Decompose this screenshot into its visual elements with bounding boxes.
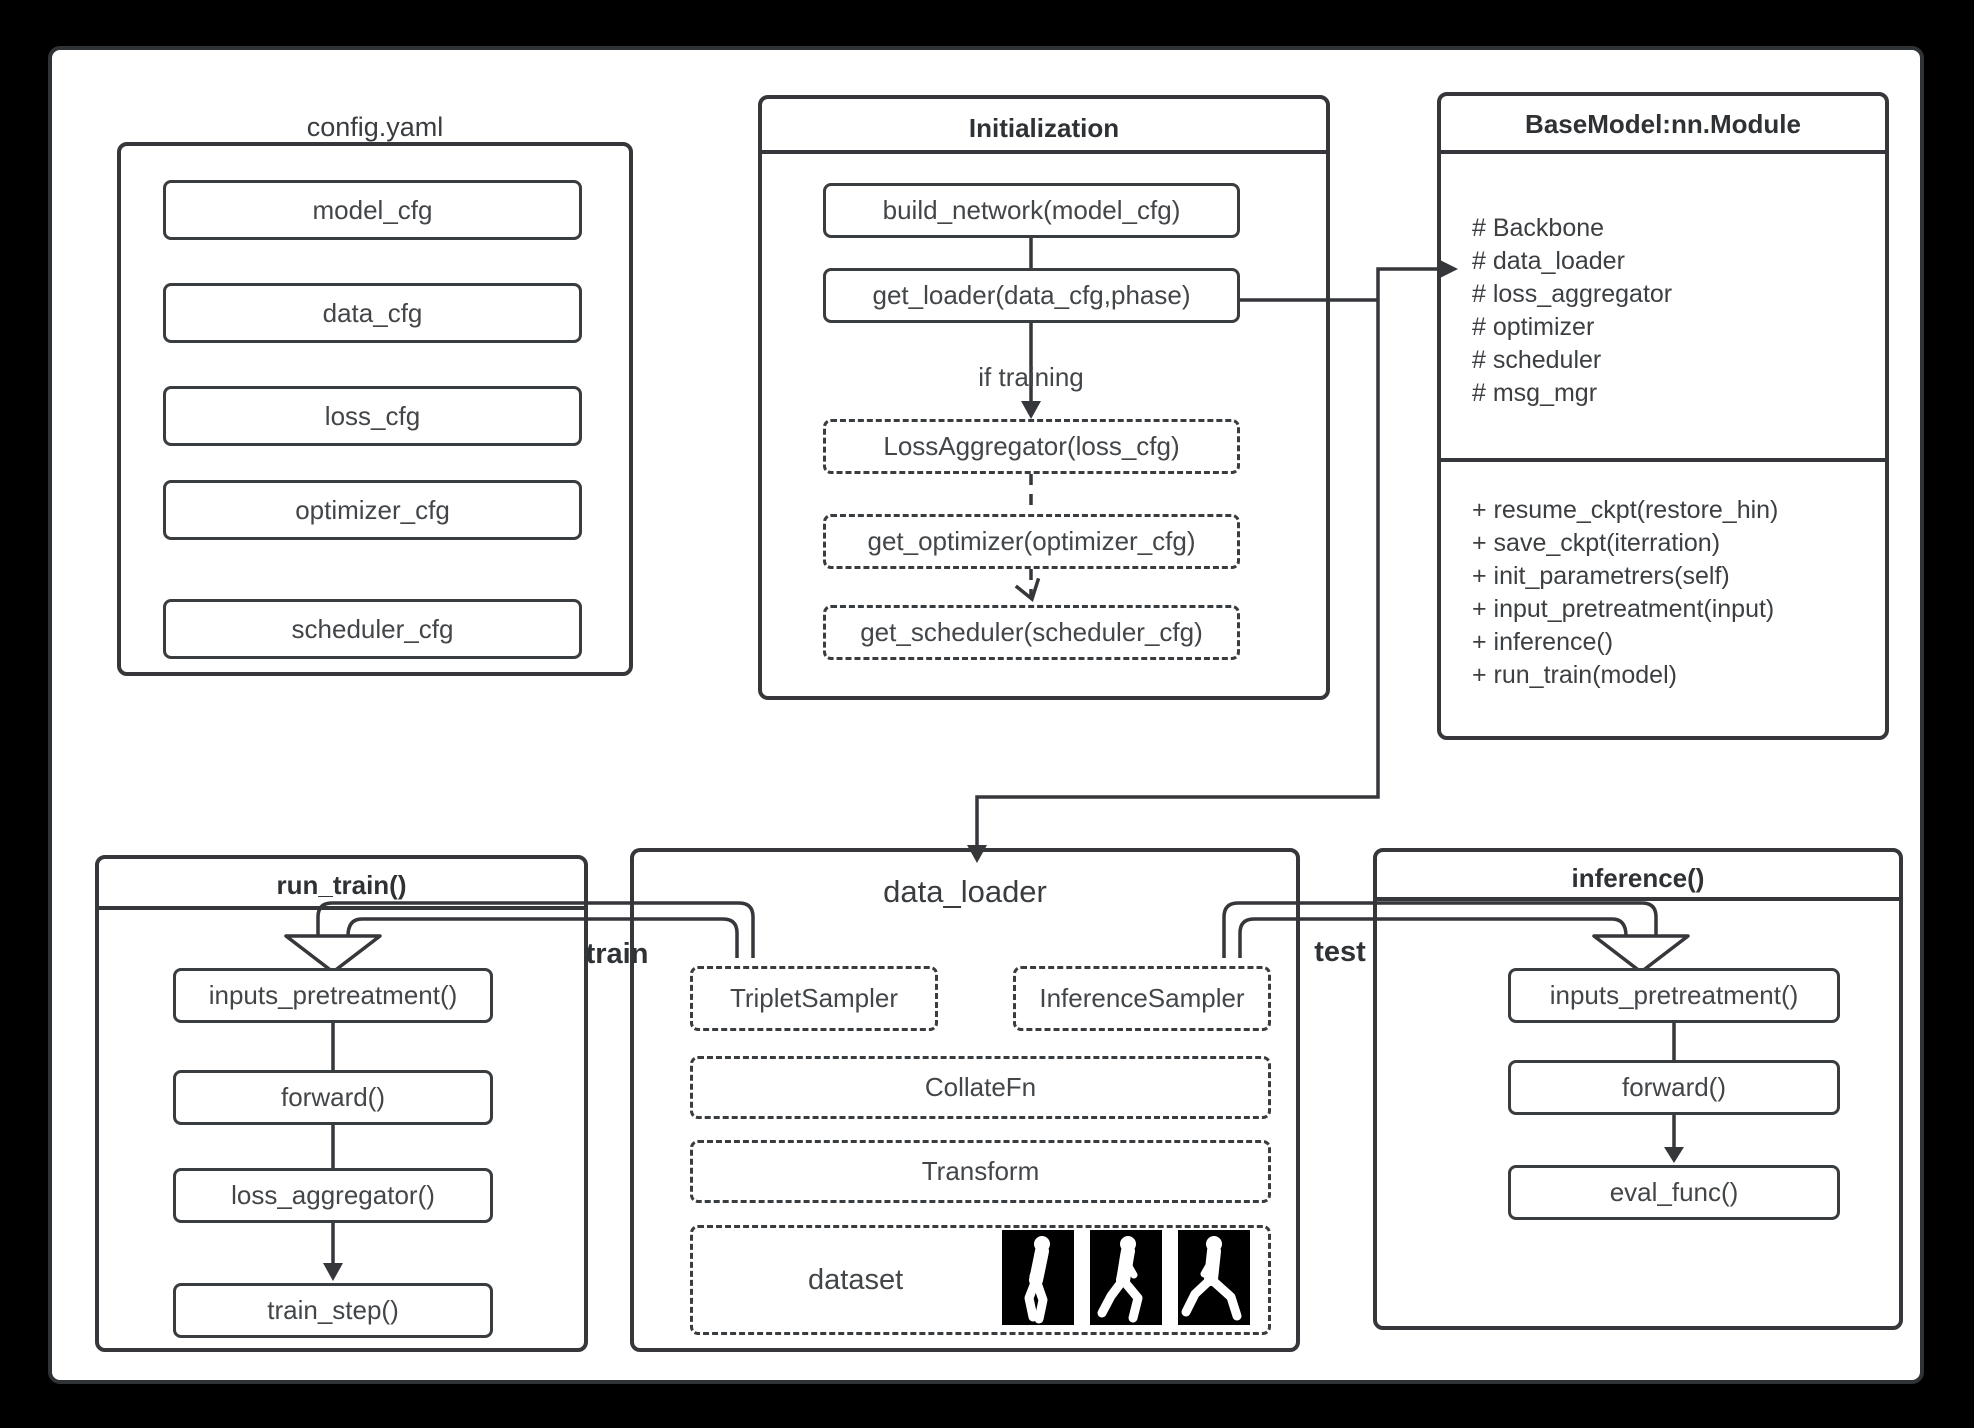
inference-inputs-pretreatment-node: inputs_pretreatment() — [1508, 968, 1840, 1023]
config-item-loss-cfg: loss_cfg — [163, 386, 582, 446]
attribute-item: # Backbone — [1472, 214, 1605, 242]
walking-silhouette-icon — [1002, 1230, 1074, 1325]
walking-silhouette-icon — [1090, 1230, 1162, 1325]
inference-header-divider — [1377, 897, 1899, 901]
get-scheduler-node: get_scheduler(scheduler_cfg) — [823, 605, 1240, 660]
config-panel-title: config.yaml — [306, 112, 444, 142]
config-item-optimizer-cfg: optimizer_cfg — [163, 480, 582, 540]
if-training-label: if training — [978, 362, 1084, 392]
loss-aggregator-cfg-node: LossAggregator(loss_cfg) — [823, 419, 1240, 474]
method-item: + resume_ckpt(restore_hin) — [1472, 496, 1779, 524]
config-item-scheduler-cfg: scheduler_cfg — [163, 599, 582, 659]
train-edge-label: train — [585, 938, 649, 970]
method-item: + save_ckpt(iterration) — [1472, 529, 1721, 557]
dataset-sample-tile — [1002, 1230, 1074, 1325]
get-optimizer-node: get_optimizer(optimizer_cfg) — [823, 514, 1240, 569]
run-train-title: run_train() — [276, 870, 407, 900]
walking-silhouette-icon — [1178, 1230, 1250, 1325]
dataset-sample-tile — [1178, 1230, 1250, 1325]
build-network-node: build_network(model_cfg) — [823, 183, 1240, 238]
attribute-item: # optimizer — [1472, 313, 1595, 341]
transform-node: Transform — [690, 1140, 1271, 1203]
attribute-item: # data_loader — [1472, 247, 1625, 275]
method-item: + input_pretreatment(input) — [1472, 595, 1775, 623]
dataset-sample-tile — [1090, 1230, 1162, 1325]
initialization-title: Initialization — [968, 113, 1120, 143]
test-edge-label: test — [1314, 936, 1366, 968]
get-loader-node: get_loader(data_cfg,phase) — [823, 268, 1240, 323]
method-item: + run_train(model) — [1472, 661, 1677, 689]
inference-sampler-node: InferenceSampler — [1013, 966, 1271, 1031]
data-loader-title: data_loader — [883, 874, 1047, 909]
method-item: + init_parametrers(self) — [1472, 562, 1730, 590]
run-train-header-divider — [99, 906, 584, 910]
inference-title: inference() — [1571, 863, 1705, 893]
runtrain-loss-aggregator-node: loss_aggregator() — [173, 1168, 493, 1223]
config-item-model-cfg: model_cfg — [163, 180, 582, 240]
dataset-label: dataset — [808, 1263, 904, 1296]
runtrain-train-step-node: train_step() — [173, 1283, 493, 1338]
attribute-item: # msg_mgr — [1472, 379, 1598, 407]
basemodel-title: BaseModel:nn.Module — [1525, 109, 1801, 139]
attribute-item: # loss_aggregator — [1472, 280, 1673, 308]
basemodel-section-divider — [1441, 458, 1885, 462]
triplet-sampler-node: TripletSampler — [690, 966, 938, 1031]
basemodel-methods — [1472, 494, 1778, 692]
runtrain-forward-node: forward() — [173, 1070, 493, 1125]
basemodel-attributes — [1472, 212, 1672, 410]
inference-forward-node: forward() — [1508, 1060, 1840, 1115]
basemodel-header-divider — [1441, 150, 1885, 154]
method-item: + inference() — [1472, 628, 1614, 656]
config-item-data-cfg: data_cfg — [163, 283, 582, 343]
initialization-header-divider — [762, 150, 1326, 154]
attribute-item: # scheduler — [1472, 346, 1602, 374]
runtrain-inputs-pretreatment-node: inputs_pretreatment() — [173, 968, 493, 1023]
inference-eval-func-node: eval_func() — [1508, 1165, 1840, 1220]
collatefn-node: CollateFn — [690, 1056, 1271, 1119]
